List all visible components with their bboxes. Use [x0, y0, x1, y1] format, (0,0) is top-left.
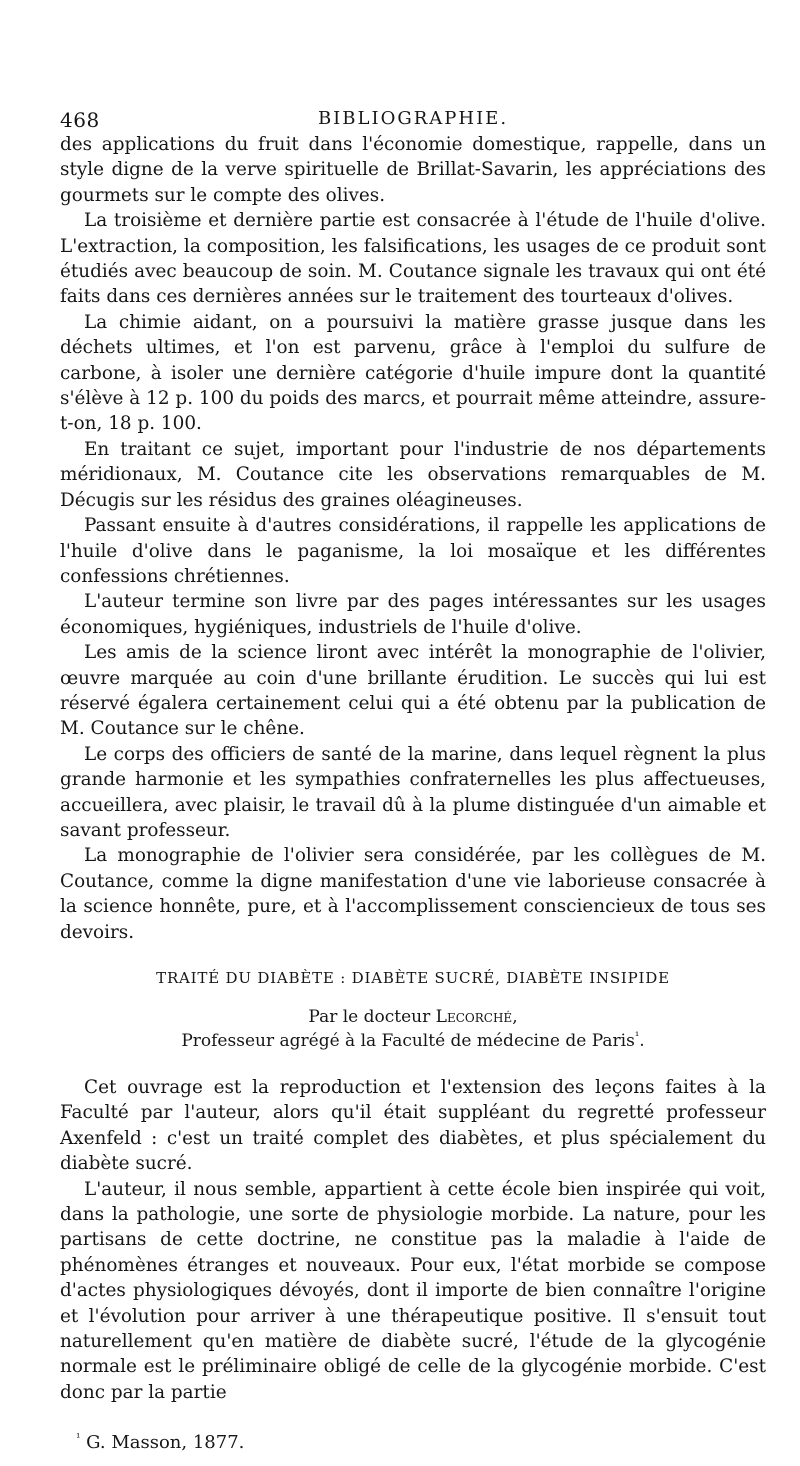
footnote-text: G. Masson, 1877. [80, 1432, 245, 1453]
footnote-marker: ¹ [634, 1029, 640, 1043]
affiliation-line [60, 1029, 766, 1053]
paragraph: En traitant ce sujet, important pour l'industrie de nos départements méridionaux, M. Coutance cite les observations remarquables de M. Décugis sur les résidus des graines oléagineuses. [60, 438, 766, 511]
paragraph: La troisième et dernière partie est consacrée à l'étude de l'huile d'olive. L'extraction, la composition, les falsifications, les usages de ce produit sont étudiés avec beaucoup de soin. M. Coutance signale les travaux qui ont été faits dans ces dernières années sur le traitement des tourteaux d'olives. [60, 210, 766, 308]
byline [60, 1005, 766, 1053]
paragraph: L'auteur, il nous semble, appartient à cette école bien inspirée qui voit, dans la pathologie, une sorte de physiologie morbide. La nature, pour les partisans de cette doctrine, ne constitue pas la maladie à l'aide de phénomènes étranges et nouveaux. Pour eux, l'état morbide se compose d'actes physiologiques dévoyés, dont il importe de bien connaître l'origine et l'évolution pour arriver à une thérapeutique positive. Il s'ensuit tout naturellement qu'en matière de diabète sucré, l'étude de la glycogénie normale est le préliminaire obligé de celle de la glycogénie morbide. C'est donc par la partie [60, 1178, 766, 1403]
paragraph: L'auteur termine son livre par des pages intéressantes sur les usages économiques, hygiéniques, industriels de l'huile d'olive. [60, 591, 766, 638]
footnote-marker: ¹ [76, 1431, 81, 1444]
paragraph: Cet ouvrage est la reproduction et l'extension des leçons faites à la Faculté par l'auteur, alors qu'il était suppléant du regretté professeur Axenfeld : c'est un traité complet des diabètes, et plus spécialement du diabète sucré. [60, 1077, 766, 1175]
paragraph: Le corps des officiers de santé de la marine, dans lequel règnent la plus grande harmonie et les sympathies confraternelles les plus affectueuses, accueillera, avec plaisir, le travail dû à la plume distinguée d'un aimable et savant professeur. [60, 743, 766, 841]
page [60, 98, 766, 1405]
affiliation-end: . [639, 1031, 645, 1051]
byline-suffix: , [512, 1007, 518, 1027]
paragraph: La monographie de l'olivier sera considérée, par les collègues de M. Coutance, comme la digne manifestation d'une vie laborieuse consacrée à la science honnête, pure, et à l'accomplissement consciencieux de tous ses devoirs. [60, 845, 766, 943]
review-diabetes-treatise [60, 1075, 766, 1405]
author-line [60, 1005, 766, 1029]
paragraph: des applications du fruit dans l'économie domestique, rappelle, dans un style digne de la verve spirituelle de Brillat-Savarin, les appréciations des gourmets sur le compte des olives. [60, 134, 766, 206]
review-olive-monograph [60, 132, 766, 945]
paragraph: La chimie aidant, on a poursuivi la matière grasse jusque dans les déchets ultimes, et l'on est parvenu, grâce à l'emploi du sulfure de carbone, à isoler une dernière catégorie d'huile impure dont la quantité s'élève à 12 p. 100 du poids des marcs, et pourrait même atteindre, assure-t-on, 18 p. 100. [60, 311, 766, 435]
footnote [76, 1432, 244, 1454]
author-name: Lecorché [435, 1007, 513, 1027]
paragraph: Passant ensuite à d'autres considérations, il rappelle les applications de l'huile d'olive dans le paganisme, la loi mosaïque et les différentes confessions chrétiennes. [60, 515, 766, 587]
byline-prefix: Par le docteur [308, 1007, 436, 1027]
section-title: TRAITÉ DU DIABÈTE : DIABÈTE SUCRÉ, DIABÈTE INSIPIDE [156, 969, 670, 987]
page-header [60, 98, 766, 132]
running-title: BIBLIOGRAPHIE. [317, 108, 509, 129]
paragraph: Les amis de la science liront avec intérêt la monographie de l'olivier, œuvre marquée au coin d'une brillante érudition. Le succès qui lui est réservé égalera certainement celui qui a été obtenu par la publication de M. Coutance sur le chêne. [60, 642, 766, 740]
page-number: 468 [60, 108, 100, 132]
affiliation: Professeur agrégé à la Faculté de médecine de Paris [181, 1031, 635, 1051]
